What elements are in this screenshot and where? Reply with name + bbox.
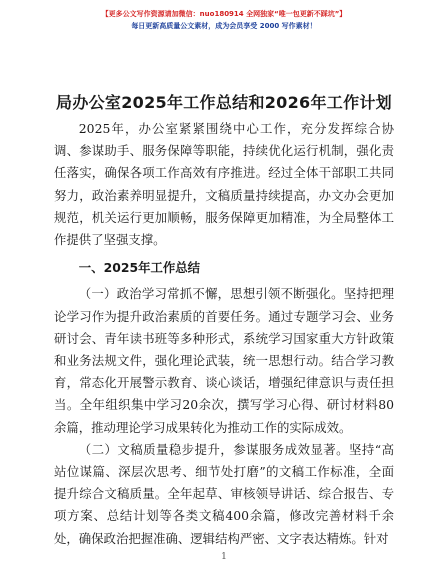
- promo-banner: [0, 8, 448, 32]
- promo-banner-line-1: 【更多公文写作资源请加微信：nuo180914 全网独家“唯一包更新不踩坑”】: [101, 10, 347, 18]
- body-paragraph-2: （二）文稿质量稳步提升，参谋服务成效显著。坚持“高站位谋篇、深层次思考、细节处打磨”的文稿工作标准，全面提升综合文稿质量。全年起草、审核领导讲话、综合报告、专项方案、总结计划等各类文稿400余篇，修改完善材料千余处，确保政治把握准确、逻辑结构严密、文字表达精炼。针对: [54, 441, 394, 546]
- intro-paragraph: 2025年，办公室紧紧围绕中心工作，充分发挥综合协调、参谋助手、服务保障等职能，持续优化运行机制，强化责任落实，确保各项工作高效有序推进。经过全体干部职工共同努力，政治素养明显提升，文稿质量持续提高，办文办会更加规范，机关运行更加顺畅，服务保障更加精准，为全局整体工作提供了坚强支撑。: [54, 121, 394, 248]
- document-title: 局办公室2025年工作总结和2026年工作计划: [56, 93, 392, 112]
- document-body: [54, 118, 394, 550]
- page-number: 1: [221, 552, 227, 562]
- section-heading: 一、2025年工作总结: [78, 260, 201, 276]
- promo-banner-line-2: 每日更新高质量公文素材，成为会员享受 2000 写作素材！: [131, 22, 317, 30]
- body-paragraph-1: （一）政治学习常抓不懈，思想引领不断强化。坚持把理论学习作为提升政治素质的首要任务。通过专题学习会、业务研讨会、青年读书班等多种形式，系统学习国家重大方针政策和业务法规文件，强化理论武装，统一思想行动。结合学习教育，常态化开展警示教育、谈心谈话，增强纪律意识与责任担当。全年组织集中学习20余次，撰写学习心得、研讨材料80余篇，推动理论学习成果转化为推动工作的实际成效。: [54, 286, 394, 435]
